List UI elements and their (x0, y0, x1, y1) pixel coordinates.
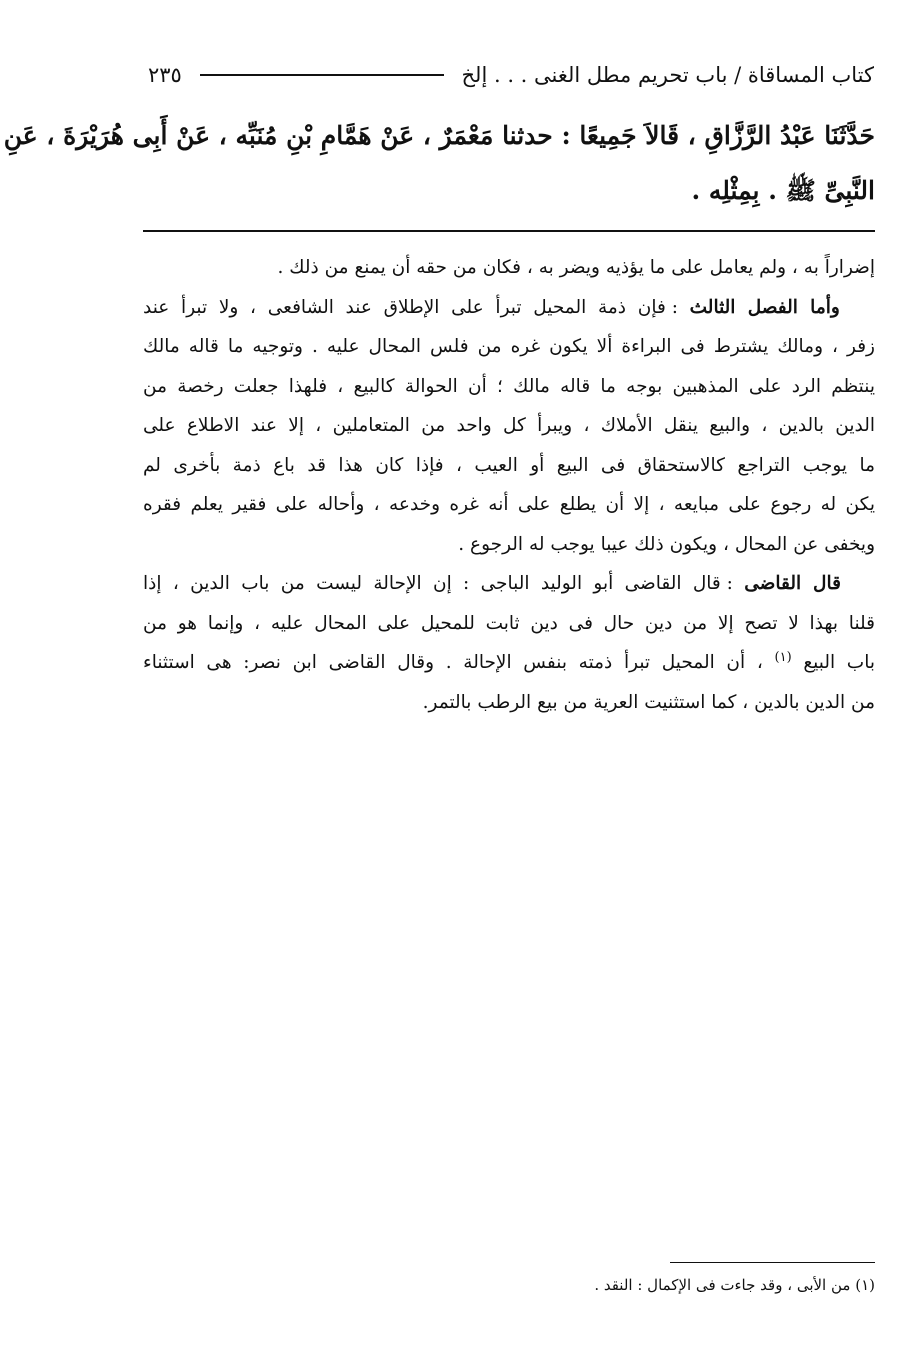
section-divider (143, 230, 875, 232)
commentary-line: الدين بالدين ، والبيع ينقل الأملاك ، ويبرأ كل واحد من المتعاملين ، إلا عند الاطلاع على (143, 415, 875, 436)
running-header (148, 58, 874, 92)
footnote-rule (670, 1262, 875, 1263)
commentary-line: قلنا بهذا لا تصح إلا من دين حال فى دين ثابت للمحيل على المحال عليه ، وإنما هو من (143, 612, 875, 634)
commentary-text-span: باب البيع (803, 652, 875, 673)
commentary-line: إضراراً به ، ولم يعامل على ما يؤذيه ويضر به ، فكان من حقه أن يمنع من ذلك . (277, 257, 875, 278)
hadith-text (3, 108, 875, 218)
commentary-line (143, 643, 875, 683)
commentary-line: ينتظم الرد على المذهبين بوجه ما قاله مالك ؛ أن الحوالة كالبيع ، فلهذا جعلت رخصة من (143, 375, 875, 397)
header-title: كتاب المساقاة / باب تحريم مطل الغنى . . . إلخ (461, 63, 874, 87)
commentary-text-span: : قال القاضى أبو الوليد الباجى : إن الإحالة ليست من باب الدين ، إذا (143, 573, 733, 594)
commentary-line (143, 564, 875, 604)
section-lead: قال القاضى (744, 573, 841, 594)
commentary-text (143, 248, 875, 722)
footnote-reference[interactable]: (١) (774, 649, 792, 665)
commentary-line: يكن له رجوع على مبايعه ، إلا أن يطلع على أنه غره وخدعه ، وأحاله على فقير يعلم فقره (143, 494, 875, 515)
commentary-line (143, 288, 875, 328)
commentary-line: زفر ، ومالك يشترط فى البراءة ألا يكون غره من فلس المحال عليه . وتوجيه ما قاله مالك (143, 336, 875, 357)
commentary-line: ما يوجب التراجع كالاستحقاق فى البيع أو العيب ، فإذا كان هذا قد باع ذمة بأخرى لم (143, 454, 875, 476)
section-lead: وأما الفصل الثالث (689, 296, 840, 318)
commentary-text-span: ، أن المحيل تبرأ ذمته بنفس الإحالة . وقال القاضى ابن نصر: هى استثناء (143, 652, 763, 673)
page-number: ٢٣٥ (148, 63, 182, 87)
commentary-text-span: : فإن ذمة المحيل تبرأ على الإطلاق عند الشافعى ، ولا تبرأ عند (143, 296, 678, 318)
hadith-line: النَّبِىِّ ﷺ . بِمِثْلِه . (691, 176, 875, 205)
hadith-line: حَدَّثَنَا عَبْدُ الرَّزَّاقِ ، قَالاَ جَمِيعًا : حدثنا مَعْمَرٌ ، عَنْ هَمَّامِ بْنِ مُنَبِّه ، عَنْ أَبِى هُرَيْرَةَ ، عَنِ (3, 121, 875, 150)
commentary-line: ويخفى عن المحال ، ويكون ذلك عيبا يوجب له الرجوع . (458, 533, 875, 555)
header-rule (200, 74, 444, 76)
commentary-line: من الدين بالدين ، كما استثنيت العرية من بيع الرطب بالتمر. (422, 691, 875, 713)
footnote: (١) من الأبى ، وقد جاءت فى الإكمال : النقد . (594, 1276, 875, 1294)
